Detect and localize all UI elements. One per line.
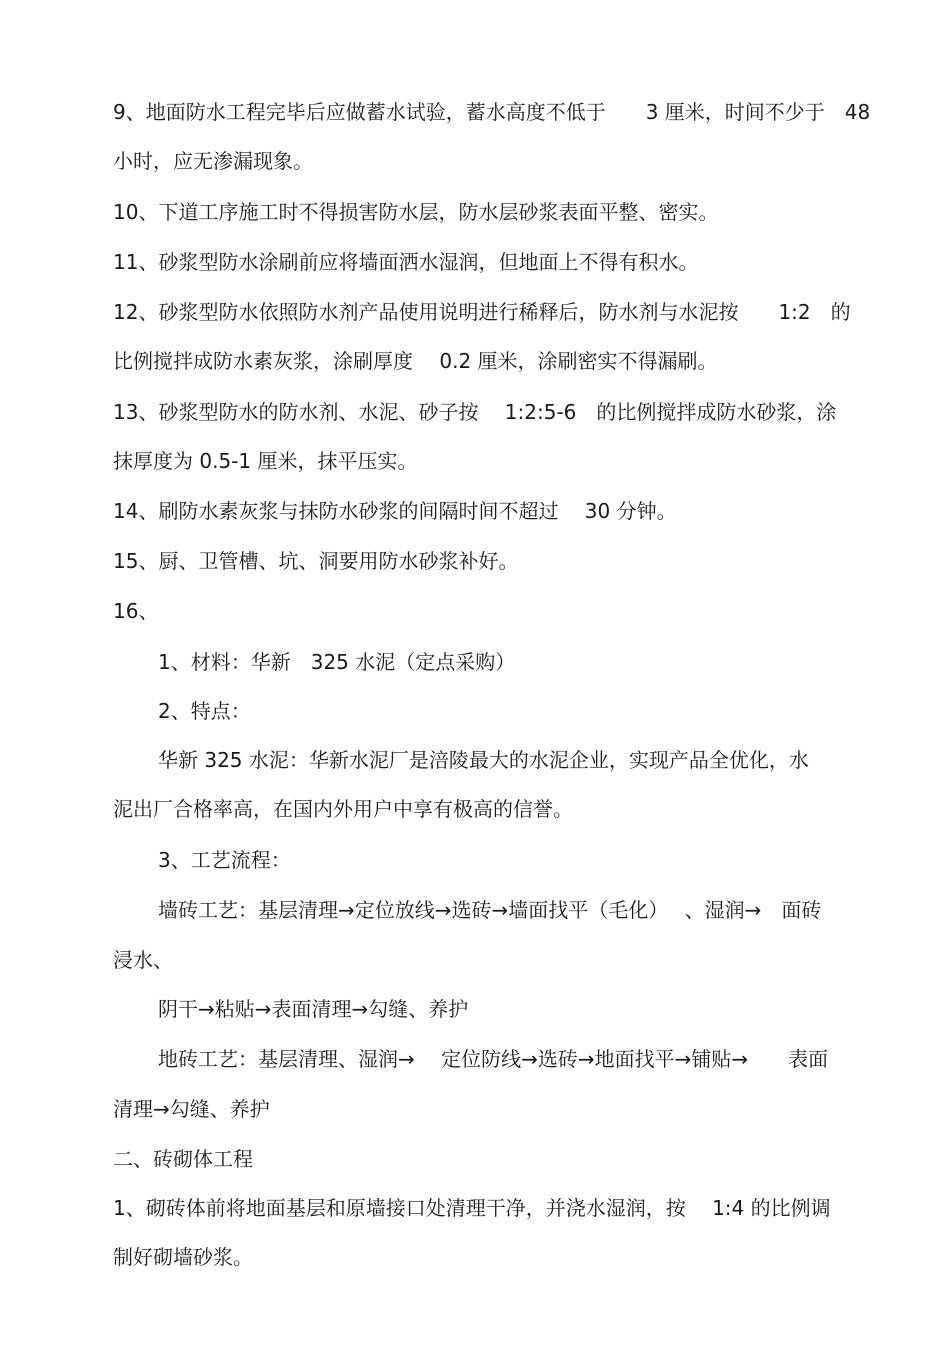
paragraph-line: 清理→勾缝、养护: [113, 1097, 270, 1121]
paragraph-line: 抹厚度为 0.5-1 厘米，抹平压实。: [113, 449, 418, 473]
paragraph-line: 15、厨、卫管槽、坑、洞要用防水砂浆补好。: [113, 549, 519, 573]
paragraph-line: 墙砖工艺：基层清理→定位放线→选砖→墙面找平（毛化） 、湿润→ 面砖: [158, 898, 822, 922]
paragraph-line: 10、下道工序施工时不得损害防水层，防水层砂浆表面平整、密实。: [113, 200, 719, 224]
paragraph-line: 11、砂浆型防水涂刷前应将墙面洒水湿润，但地面上不得有积水。: [113, 250, 699, 274]
paragraph-line: 12、砂浆型防水依照防水剂产品使用说明进行稀释后，防水剂与水泥按 1:2 的: [113, 300, 851, 324]
paragraph-line: 小时，应无渗漏现象。: [113, 149, 313, 173]
paragraph-line: 浸水、: [113, 948, 173, 972]
paragraph-line: 16、: [113, 599, 159, 623]
paragraph-line: 14、刷防水素灰浆与抹防水砂浆的间隔时间不超过 30 分钟。: [113, 499, 677, 523]
paragraph-line: 2、特点：: [158, 699, 251, 723]
section-heading: 二、砖砌体工程: [113, 1147, 253, 1171]
paragraph-line: 1、材料：华新 325 水泥（定点采购）: [158, 650, 516, 674]
paragraph-line: 制好砌墙砂浆。: [113, 1245, 253, 1269]
paragraph-line: 1、砌砖体前将地面基层和原墙接口处清理干净，并浇水湿润，按 1:4 的比例调: [113, 1196, 831, 1220]
paragraph-line: 比例搅拌成防水素灰浆，涂刷厚度 0.2 厘米，涂刷密实不得漏刷。: [113, 349, 718, 373]
paragraph-line: 3、工艺流程：: [158, 848, 291, 872]
paragraph-line: 阴干→粘贴→表面清理→勾缝、养护: [158, 997, 469, 1021]
paragraph-line: 9、地面防水工程完毕后应做蓄水试验，蓄水高度不低于 3 厘米，时间不少于 48: [113, 100, 871, 124]
paragraph-line: 地砖工艺：基层清理、湿润→ 定位防线→选砖→地面找平→铺贴→ 表面: [158, 1047, 829, 1071]
paragraph-line: 泥出厂合格率高，在国内外用户中享有极高的信誉。: [113, 797, 573, 821]
paragraph-line: 13、砂浆型防水的防水剂、水泥、砂子按 1:2:5-6 的比例搅拌成防水砂浆，涂: [113, 400, 837, 424]
paragraph-line: 华新 325 水泥：华新水泥厂是涪陵最大的水泥企业，实现产品全优化，水: [158, 748, 809, 772]
